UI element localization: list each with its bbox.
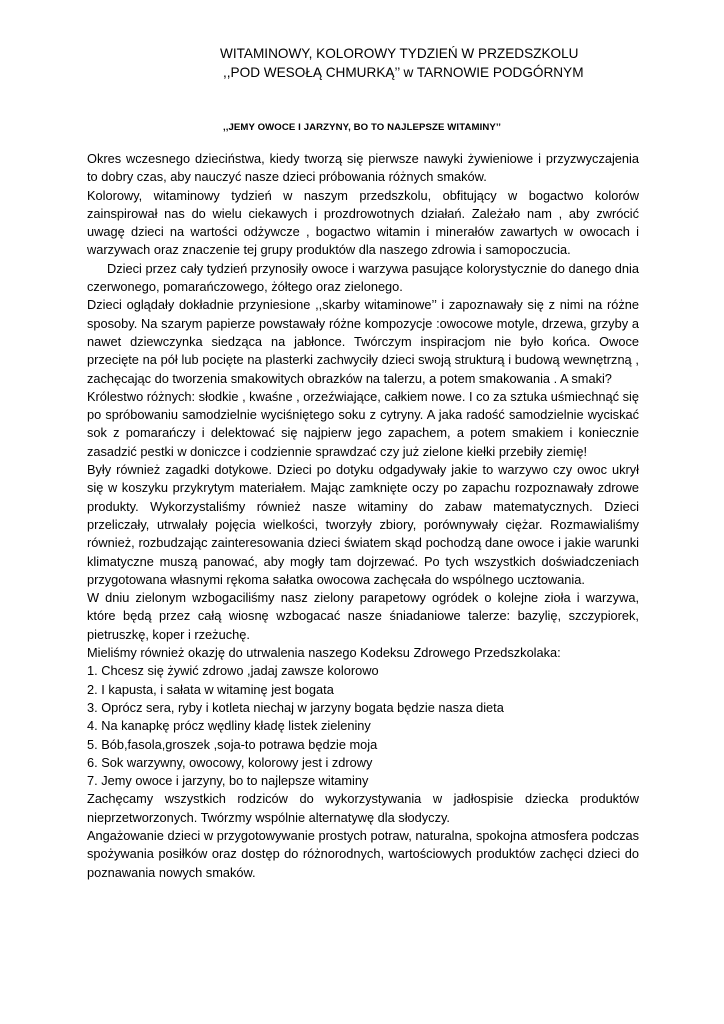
- title-line-2: ,,POD WESOŁĄ CHMURKĄ’’ w TARNOWIE PODGÓRNYM: [223, 65, 584, 80]
- title-line-1: WITAMINOWY, KOLOROWY TYDZIEŃ W PRZEDSZKOLU: [220, 46, 579, 61]
- paragraph-intro: Okres wczesnego dzieciństwa, kiedy tworzą się pierwsze nawyki żywieniowe i przyzwyczajenia to dobry czas, aby nauczyć nasze dzieci próbowania różnych smaków.: [87, 151, 639, 185]
- paragraph-parents: Zachęcamy wszystkich rodziców do wykorzystywania w jadłospisie dziecka produktów nieprzetworzonych. Twórzmy wspólnie alternatywę dla słodyczy.: [87, 791, 639, 825]
- paragraph-closing: Angażowanie dzieci w przygotowywanie prostych potraw, naturalna, spokojna atmosfera podczas spożywania posiłków oraz dostęp do różnorodnych, wartościowych produktów zachęci dzieci do poznawania nowych smaków.: [87, 827, 639, 880]
- document-title: [220, 44, 640, 82]
- paragraph-garden: W dniu zielonym wzbogaciliśmy nasz zielony parapetowy ogródek o kolejne zioła i warzywa, które będą przez całą wiosnę wzbogacać nasze śniadaniowe talerze: bazylię, szczypiorek, pietruszkę, koper i rzeżuchę.: [87, 590, 639, 642]
- list-item: 7. Jemy owoce i jarzyny, bo to najlepsze witaminy: [87, 773, 369, 789]
- paragraph-treasures: Dzieci oglądały dokładnie przyniesione ,,skarby witaminowe’’ i zapoznawały się z nimi na różne sposoby. Na szarym papierze powstawały różne kompozycje :owocowe motyle, drzewa, grzyby a nawet dziewczynka siedząca na jabłonce. Twórczym inspiracjom nie było końca. Owoce przecięte na pół lub pocięte na plasterki zachwyciły dzieci swoją strukturą i budową wewnętrzną , zachęcając do tworzenia smakowitych obrazków na talerzu, a potem smakowania . A smaki?: [87, 297, 639, 386]
- list-item: 6. Sok warzywny, owocowy, kolorowy jest i zdrowy: [87, 754, 373, 770]
- paragraph-codex-intro: Mieliśmy również okazję do utrwalenia naszego Kodeksu Zdrowego Przedszkolaka:: [87, 645, 561, 661]
- paragraph-week: Kolorowy, witaminowy tydzień w naszym przedszkolu, obfitujący w bogactwo kolorów zainspirował nas do wielu ciekawych i prozdrowotnych działań. Zależało nam , aby zwrócić uwagę dzieci na wartości odżywcze , bogactwo witamin i minerałów zawartych w owocach i warzywach oraz znaczenie tej grupy produktów dla naszego zdrowia i samopoczucia.: [87, 187, 639, 258]
- document-subtitle: ,,JEMY OWOCE I JARZYNY, BO TO NAJLEPSZE WITAMINY’’: [222, 122, 502, 133]
- document-body: [87, 150, 639, 882]
- list-item: 4. Na kanapkę prócz wędliny kładę listek zieleniny: [87, 718, 371, 734]
- list-item: 3. Oprócz sera, ryby i kotleta niechaj w jarzyny bogata będzie nasza dieta: [87, 699, 504, 715]
- list-item: 5. Bób,fasola,groszek ,soja-to potrawa będzie moja: [87, 736, 378, 752]
- paragraph-tastes: Królestwo różnych: słodkie , kwaśne , orzeźwiające, całkiem nowe. I co za sztuka uśmiechnąć się po spróbowaniu samodzielnie wyciśniętego soku z cytryny. A jaka radość samodzielnie wyciskać sok z pomarańczy i delektować się najpierw jego zapachem, a potem smakiem i koniecznie zasadzić pestki w doniczce i codziennie sprawdzać czy już zielone kiełki przebiły ziemię!: [87, 388, 639, 459]
- list-item: 1. Chcesz się żywić zdrowo ,jadaj zawsze kolorowo: [87, 663, 379, 679]
- paragraph-riddles: Były również zagadki dotykowe. Dzieci po dotyku odgadywały jakie to warzywo czy owoc ukrył się w koszyku przykrytym materiałem. Mając zamknięte oczy po zapachu rozpoznawały zdrowe produkty. Wykorzystaliśmy również nasze witaminy do zabaw matematycznych. Dzieci przeliczały, utrwalały pojęcia wielkości, tworzyły zbiory, porównywały ciężar. Rozmawialiśmy również, rozbudzając zainteresowania dzieci światem skąd pochodzą dane owoce i jakie warunki klimatyczne muszą panować, aby mogły tam dojrzewać. Po tych wszystkich doświadczeniach przygotowana własnymi rękoma sałatka owocowa zachęcała do wspólnego ucztowania.: [87, 462, 639, 587]
- list-item: 2. I kapusta, i sałata w witaminę jest bogata: [87, 681, 334, 697]
- codex-list: [87, 662, 639, 790]
- paragraph-colors: Dzieci przez cały tydzień przynosiły owoce i warzywa pasujące kolorystycznie do danego dnia czerwonego, pomarańczowego, żółtego oraz zielonego.: [87, 260, 639, 295]
